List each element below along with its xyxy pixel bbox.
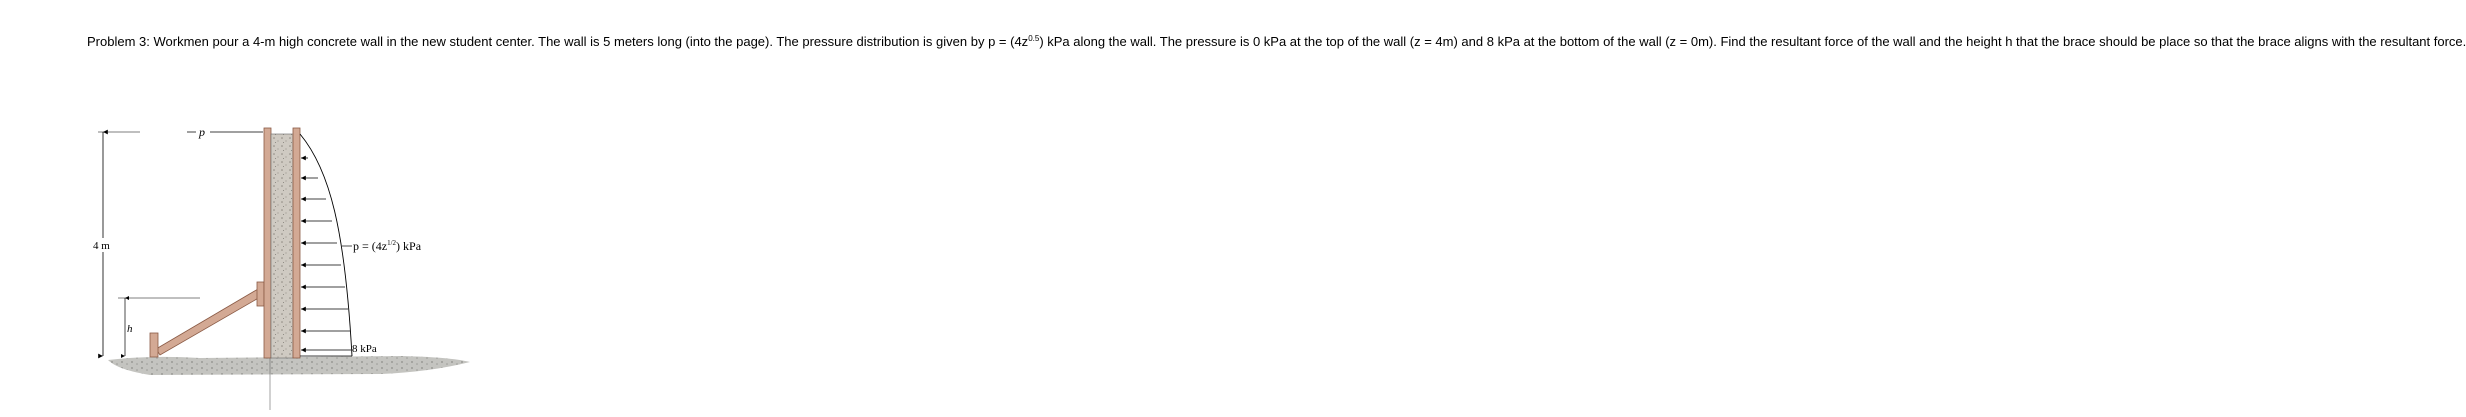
brace-wall-cleat — [257, 282, 264, 306]
formula-suffix: ) kPa — [396, 239, 422, 253]
wall-figure — [0, 0, 742, 417]
problem-exponent: 0.5 — [1028, 34, 1040, 43]
brace-foot — [150, 333, 158, 357]
pressure-arrows — [301, 158, 351, 350]
problem-prefix: Problem 3: Workmen pour a 4-m high concrete wall in the new student center. The wall is 5 meters long (into the page). The pressure distribution is given by p = (4z — [87, 34, 1029, 49]
height-label: 4 m — [93, 240, 110, 252]
pressure-curve — [300, 134, 352, 356]
brace-height-label: h — [127, 323, 133, 335]
concrete-wall — [271, 134, 293, 358]
bottom-pressure-label: 8 kPa — [352, 343, 377, 355]
ground — [108, 356, 470, 375]
top-pressure-label: p — [199, 125, 205, 139]
problem-suffix: ) kPa along the wall. The pressure is 0 kPa at the top of the wall (z = 4m) and 8 kPa at the bottom of the wall (z = 0m). Find the resultant force of the wall and the height h that the brace should be place so that the brace aligns with the resultant force. — [1039, 34, 2466, 49]
formwork-right — [293, 128, 300, 358]
brace — [156, 289, 262, 355]
formwork-left — [264, 128, 271, 358]
formula-prefix: p = (4z — [353, 239, 388, 253]
pressure-formula — [353, 239, 422, 253]
formula-exponent: 1/2 — [387, 239, 397, 247]
